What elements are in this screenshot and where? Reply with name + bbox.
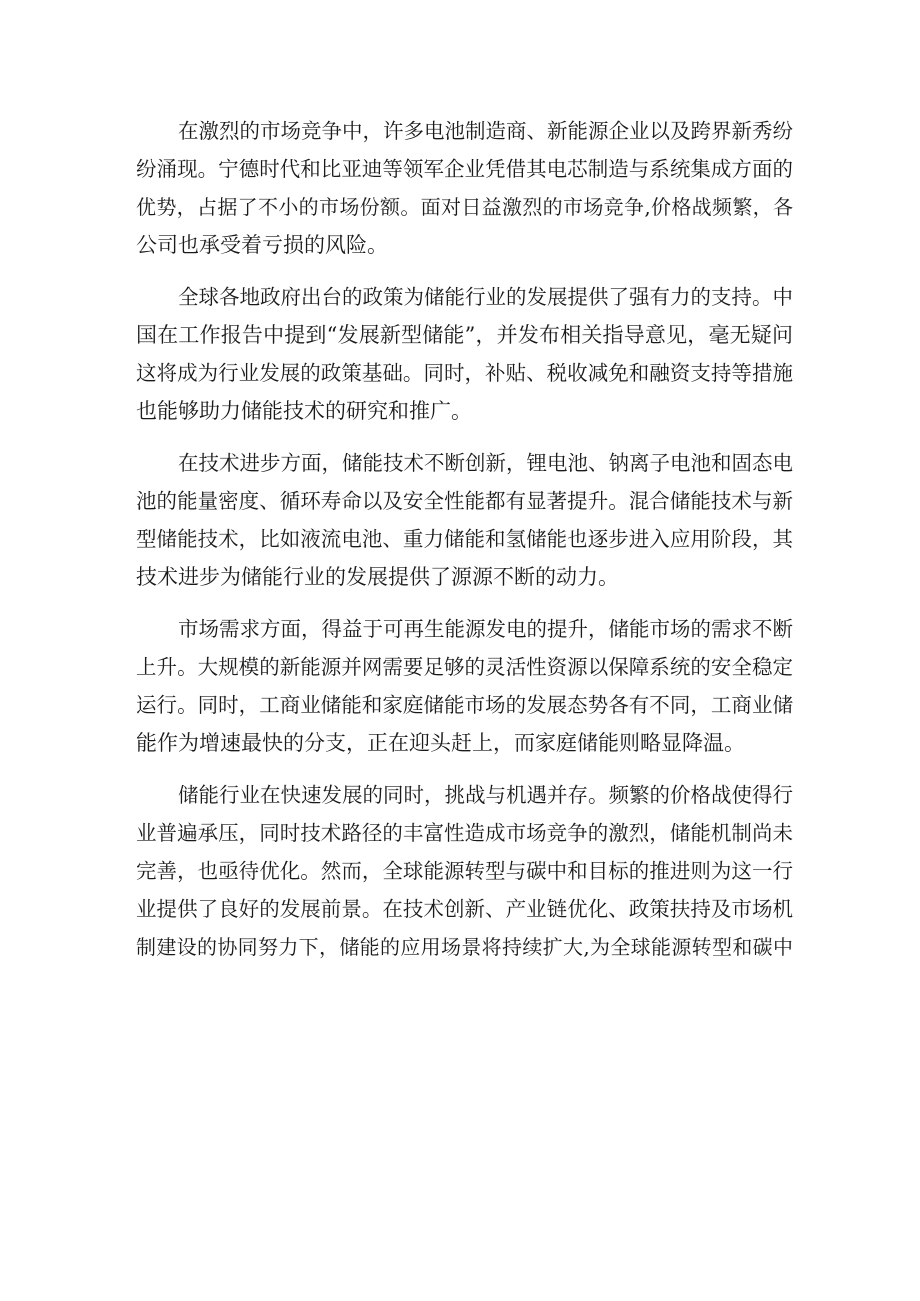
paragraph-line: 业提供了良好的发展前景。在技术创新、产业链优化、政策扶持及市场机 bbox=[136, 897, 793, 921]
paragraph-line: 也能够助力储能技术的研究和推广。 bbox=[136, 399, 472, 423]
document-body bbox=[136, 112, 793, 980]
paragraph-line: 完善，也亟待优化。然而，全球能源转型与碳中和目标的推进则为这一行 bbox=[136, 859, 793, 883]
paragraph-line: 优势，占据了不小的市场份额。面对日益激烈的市场竞争,价格战频繁，各 bbox=[136, 195, 793, 219]
paragraph-line: 能作为增速最快的分支，正在迎头赶上，而家庭储能则略显降温。 bbox=[136, 731, 745, 755]
paragraph-line: 公司也承受着亏损的风险。 bbox=[136, 233, 388, 257]
paragraph-line: 储能行业在快速发展的同时，挑战与机遇并存。频繁的价格战使得行 bbox=[178, 783, 793, 807]
paragraph bbox=[136, 444, 793, 596]
paragraph-line: 在激烈的市场竞争中，许多电池制造商、新能源企业以及跨界新秀纷 bbox=[178, 119, 793, 143]
paragraph bbox=[136, 112, 793, 264]
paragraph-line: 运行。同时，工商业储能和家庭储能市场的发展态势各有不同，工商业储 bbox=[136, 693, 793, 717]
paragraph bbox=[136, 278, 793, 430]
paragraph-line: 在技术进步方面，储能技术不断创新，锂电池、钠离子电池和固态电 bbox=[178, 451, 793, 475]
paragraph-line: 这将成为行业发展的政策基础。同时，补贴、税收减免和融资支持等措施 bbox=[136, 361, 793, 385]
paragraph-line: 业普遍承压，同时技术路径的丰富性造成市场竞争的激烈，储能机制尚未 bbox=[136, 821, 793, 845]
paragraph-line: 全球各地政府出台的政策为储能行业的发展提供了强有力的支持。中 bbox=[178, 285, 793, 309]
paragraph-line: 型储能技术，比如液流电池、重力储能和氢储能也逐步进入应用阶段，其 bbox=[136, 527, 793, 551]
paragraph-line: 技术进步为储能行业的发展提供了源源不断的动力。 bbox=[136, 565, 619, 589]
paragraph-line: 制建设的协同努力下，储能的应用场景将持续扩大,为全球能源转型和碳中 bbox=[136, 935, 793, 959]
paragraph-line: 市场需求方面，得益于可再生能源发电的提升，储能市场的需求不断 bbox=[178, 617, 793, 641]
paragraph bbox=[136, 610, 793, 762]
paragraph bbox=[136, 776, 793, 966]
paragraph-line: 纷涌现。宁德时代和比亚迪等领军企业凭借其电芯制造与系统集成方面的 bbox=[136, 157, 793, 181]
paragraph-line: 国在工作报告中提到“发展新型储能”，并发布相关指导意见，毫无疑问 bbox=[136, 323, 793, 347]
paragraph-line: 上升。大规模的新能源并网需要足够的灵活性资源以保障系统的安全稳定 bbox=[136, 655, 793, 679]
paragraph-line: 池的能量密度、循环寿命以及安全性能都有显著提升。混合储能技术与新 bbox=[136, 489, 793, 513]
